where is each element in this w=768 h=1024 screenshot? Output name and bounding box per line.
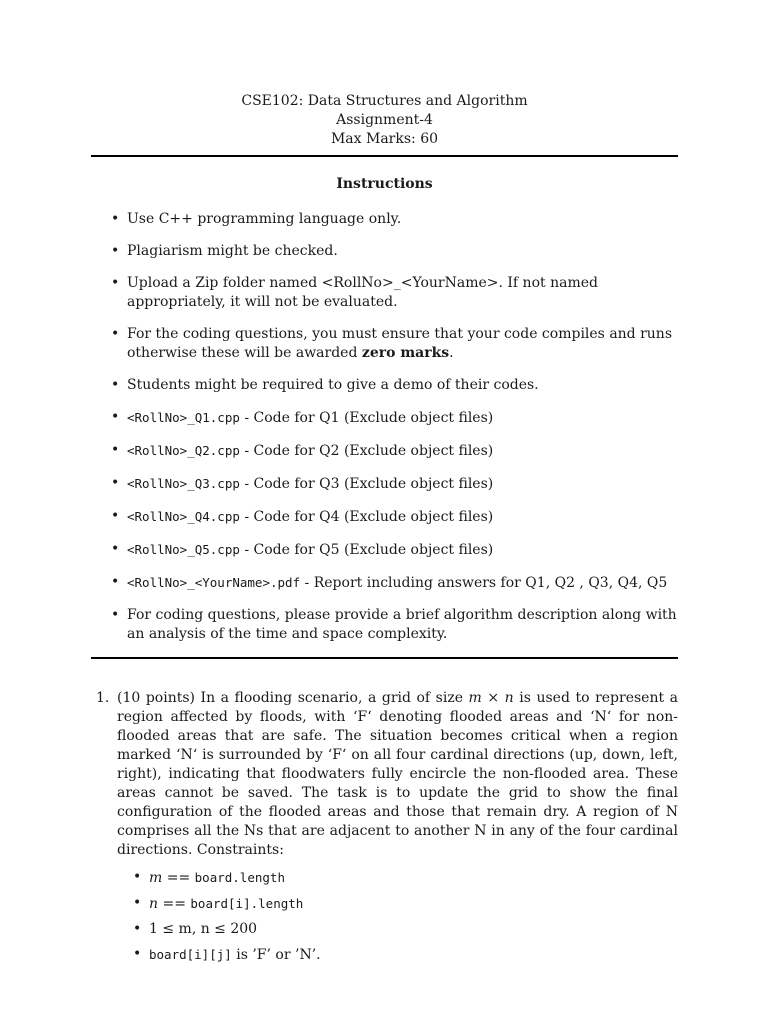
- filename-code: <RollNo>_<YourName>.pdf: [127, 575, 301, 590]
- bullet-icon: •: [111, 275, 120, 291]
- list-item: • <RollNo>_Q5.cpp - Code for Q5 (Exclude object files): [111, 541, 494, 558]
- zero-marks-emphasis: zero marks: [361, 345, 450, 361]
- bullet-icon: •: [133, 921, 142, 937]
- max-marks: [91, 130, 678, 149]
- list-item: • For coding questions, please provide a brief algorithm description along with an analysis of the time and space complexity.: [111, 607, 677, 642]
- bullet-icon: •: [133, 869, 142, 885]
- list-item: • <RollNo>_Q4.cpp - Code for Q4 (Exclude object files): [111, 508, 494, 525]
- max-marks-label: Max Marks:: [330, 131, 416, 147]
- filename-code: <RollNo>_Q3.cpp: [127, 476, 240, 491]
- bullet-icon: •: [111, 243, 120, 259]
- list-item: • <RollNo>_Q3.cpp - Code for Q3 (Exclude object files): [111, 475, 494, 492]
- bullet-icon: •: [111, 475, 120, 491]
- constraints-list: [117, 868, 678, 965]
- question-text: (10 points) In a flooding scenario, a grid of size m × n is used to represent a region affected by floods, with ‘F‘ denoting flooded areas and ‘N‘ for non-flooded areas that are safe. The situation becomes critical when a region marked ‘N‘ is surrounded by ‘F‘ on all four cardinal directions (up, down, left, right), indicating that floodwaters fully encircle the non-flooded area. These areas cannot be saved. The task is to update the grid to show the final configuration of the flooded areas and those that remain dry. A region of N comprises all the Ns that are adjacent to another N in any of the four cardinal directions. Constraints:: [117, 690, 678, 858]
- bullet-icon: •: [133, 946, 142, 962]
- question-number: 1.: [96, 690, 110, 706]
- assignment-page: [91, 92, 678, 971]
- instructions-list: [91, 210, 678, 644]
- list-item: • Use C++ programming language only.: [111, 211, 402, 227]
- constraint-item: • 1 ≤ m, n ≤ 200: [133, 921, 258, 937]
- filename-code: <RollNo>_Q5.cpp: [127, 542, 240, 557]
- instructions-title: Instructions: [336, 176, 433, 192]
- bullet-icon: •: [111, 541, 120, 557]
- bullet-icon: •: [111, 574, 120, 590]
- list-item: • Students might be required to give a demo of their codes.: [111, 377, 539, 393]
- filename-code: <RollNo>_Q1.cpp: [127, 410, 240, 425]
- bullet-icon: •: [111, 442, 120, 458]
- list-item: • <RollNo>_Q2.cpp - Code for Q2 (Exclude object files): [111, 442, 494, 459]
- filename-code: <RollNo>_Q2.cpp: [127, 443, 240, 458]
- filename-code: <RollNo>_Q4.cpp: [127, 509, 240, 524]
- list-item: • For the coding questions, you must ensure that your code compiles and runs otherwise these will be awarded zero marks.: [111, 326, 673, 361]
- list-item: • Plagiarism might be checked.: [111, 243, 338, 259]
- bullet-icon: •: [111, 326, 120, 342]
- max-marks-value: 60: [420, 131, 439, 147]
- constraint-item: • board[i][j] is ’F’ or ’N’.: [133, 946, 321, 963]
- instructions-divider: [91, 657, 678, 659]
- bullet-icon: •: [111, 211, 120, 227]
- document-header: [91, 92, 678, 149]
- list-item: • <RollNo>_Q1.cpp - Code for Q1 (Exclude object files): [111, 409, 494, 426]
- bullet-icon: •: [111, 508, 120, 524]
- bullet-icon: •: [111, 409, 120, 425]
- course-title: CSE102: Data Structures and Algorithm: [241, 93, 528, 109]
- bullet-icon: •: [133, 895, 142, 911]
- list-item: • Upload a Zip folder named <RollNo>_<YourName>. If not named appropriately, it will not be evaluated.: [111, 275, 598, 310]
- constraint-item: • m == board.length: [133, 869, 285, 886]
- header-divider: [91, 155, 678, 157]
- assignment-title: Assignment-4: [336, 112, 433, 128]
- question-1: [91, 689, 678, 965]
- constraint-item: • n == board[i].length: [133, 895, 304, 912]
- list-item: • <RollNo>_<YourName>.pdf - Report including answers for Q1, Q2 , Q3, Q4, Q5: [111, 574, 668, 591]
- bullet-icon: •: [111, 377, 120, 393]
- bullet-icon: •: [111, 607, 120, 623]
